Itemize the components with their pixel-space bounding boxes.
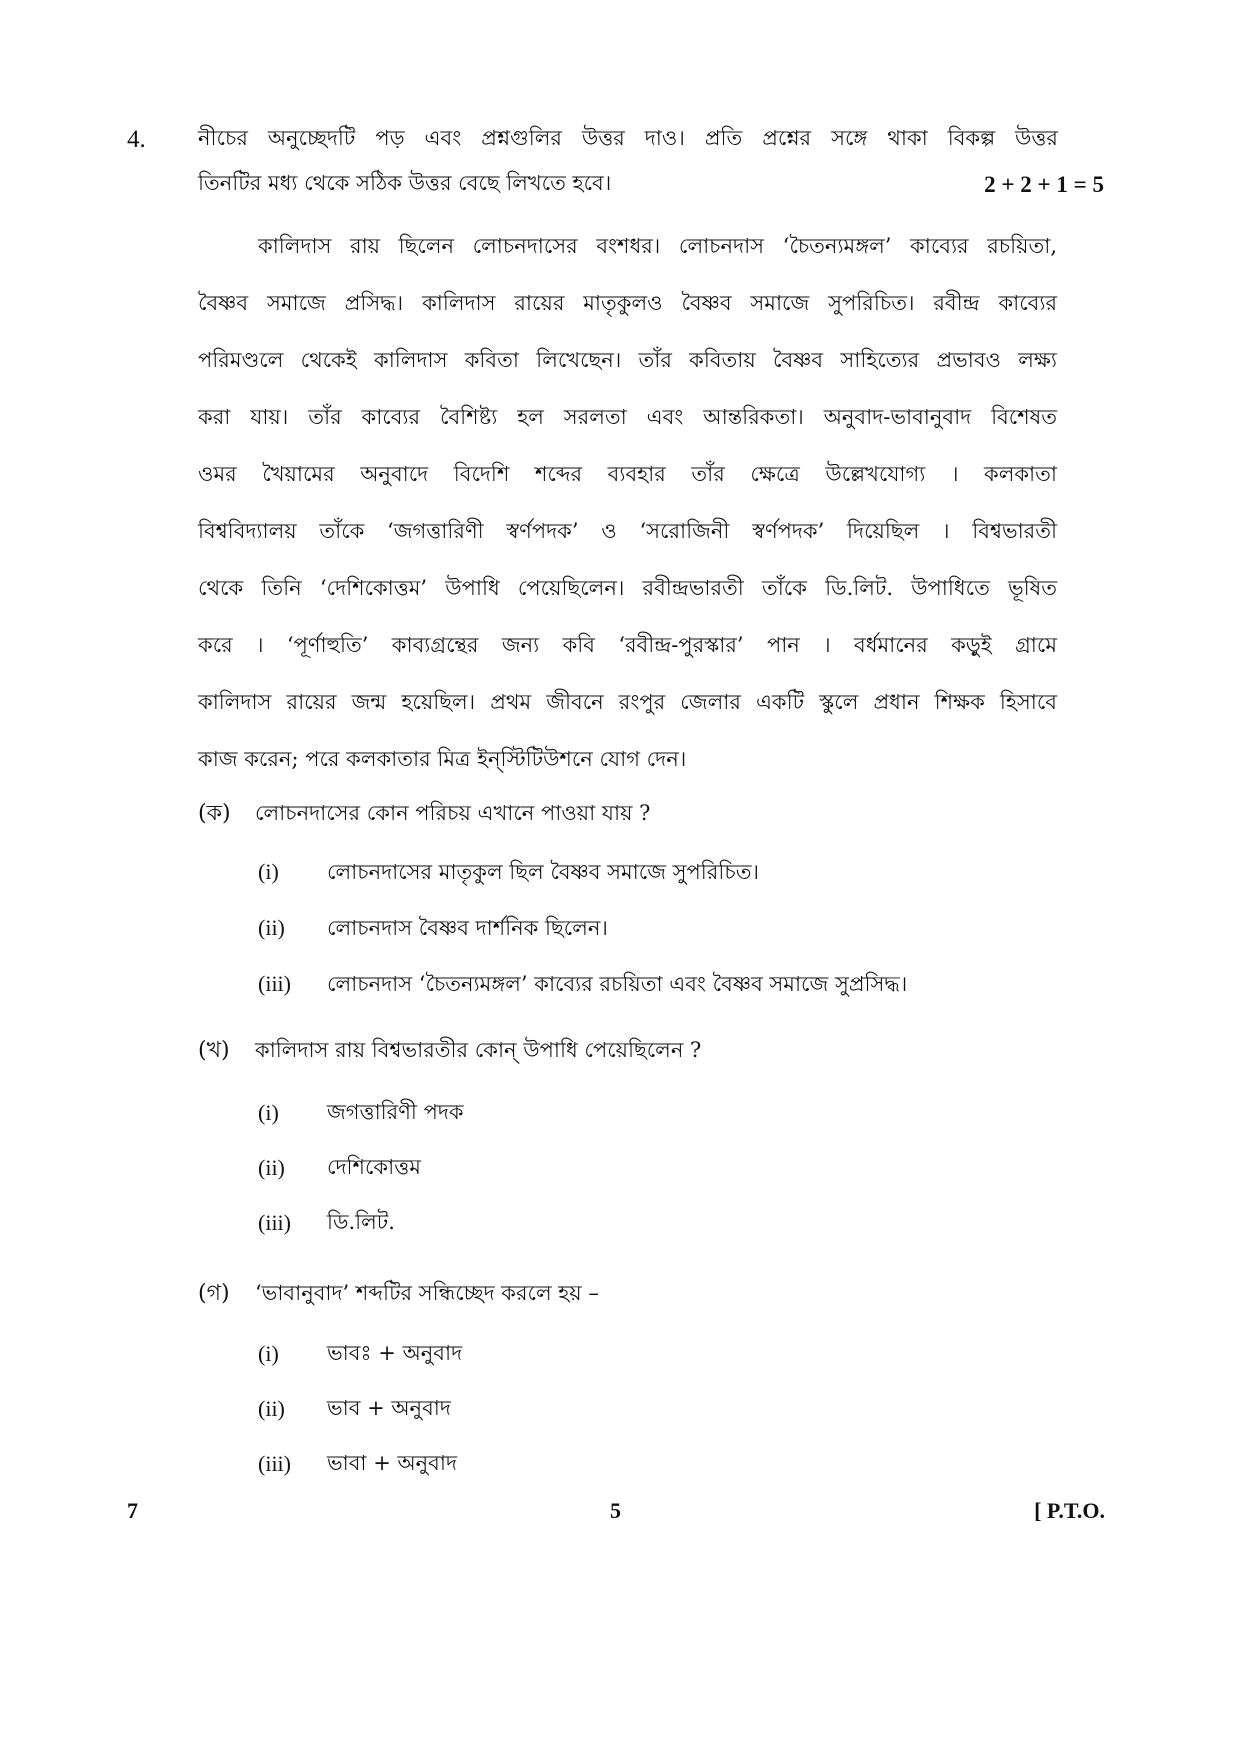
passage-line: কালিদাস রায় ছিলেন লোচনদাসের বংশধর। লোচনদাস ‘চৈতন্যমঙ্গল’ কাব্যের রচয়িতা, <box>258 234 1057 258</box>
option-text: ভাব + অনুবাদ <box>327 1396 451 1420</box>
option-number: (iii) <box>258 1210 291 1235</box>
marks-distribution: 2 + 2 + 1 = 5 <box>984 172 1104 197</box>
question-number: 4. <box>127 126 146 153</box>
question-intro-line-1: নীচের অনুচ্ছেদটি পড় এবং প্রশ্নগুলির উত্তর দাও। প্রতি প্রশ্নের সঙ্গে থাকা বিকল্প উত্তর <box>198 126 1058 150</box>
subquestion-kha-text: কালিদাস রায় বিশ্বভারতীর কোন্‌ উপাধি পেয়েছিলেন ? <box>255 1038 702 1062</box>
subquestion-ga-label: (গ) <box>198 1281 230 1306</box>
footer-code: 7 <box>127 1498 138 1523</box>
subquestion-ka-text: লোচনদাসের কোন পরিচয় এখানে পাওয়া যায় ? <box>255 801 651 825</box>
pto-label: [ P.T.O. <box>1034 1498 1105 1523</box>
subquestion-ga-text: ‘ভাবানুবাদ’ শব্দটির সন্ধিচ্ছেদ করলে হয় – <box>255 1281 599 1305</box>
passage-line: থেকে তিনি ‘দেশিকোত্তম’ উপাধি পেয়েছিলেন। রবীন্দ্রভারতী তাঁকে ডি.লিট. উপাধিতে ভূষিত <box>198 576 1057 600</box>
subquestion-kha-label: (খ) <box>198 1038 230 1063</box>
option-number: (ii) <box>258 1396 285 1421</box>
option-text: ভাবঃ + অনুবাদ <box>327 1341 463 1365</box>
option-number: (iii) <box>258 1451 291 1476</box>
passage <box>198 218 1057 788</box>
option-number: (i) <box>258 859 279 884</box>
passage-line: পরিমণ্ডলে থেকেই কালিদাস কবিতা লিখেছেন। তাঁর কবিতায় বৈষ্ণব সাহিত্যের প্রভাবও লক্ষ্য <box>198 348 1057 372</box>
option-number: (i) <box>258 1341 279 1366</box>
option-number: (ii) <box>258 1155 285 1180</box>
page-number: 5 <box>610 1498 621 1523</box>
option-number: (iii) <box>258 971 291 996</box>
passage-line: বৈষ্ণব সমাজে প্রসিদ্ধ। কালিদাস রায়ের মাতৃকুলও বৈষ্ণব সমাজে সুপরিচিত। রবীন্দ্র কাব্যের <box>198 291 1057 315</box>
subquestion-ka-label: (ক) <box>198 801 231 826</box>
option-text: লোচনদাসের মাতৃকুল ছিল বৈষ্ণব সমাজে সুপরিচিত। <box>327 860 759 884</box>
option-text: লোচনদাস ‘চৈতন্যমঙ্গল’ কাব্যের রচয়িতা এবং বৈষ্ণব সমাজে সুপ্রসিদ্ধ। <box>327 972 908 996</box>
question-intro-line-2: তিনটির মধ্য থেকে সঠিক উত্তর বেছে লিখতে হবে। <box>198 171 612 195</box>
option-text: দেশিকোত্তম <box>327 1155 421 1179</box>
passage-line: বিশ্ববিদ্যালয় তাঁকে ‘জগত্তারিণী স্বর্ণপদক’ ও ‘সরোজিনী স্বর্ণপদক’ দিয়েছিল । বিশ্বভারতী <box>198 519 1057 543</box>
passage-line: কালিদাস রায়ের জন্ম হয়েছিল। প্রথম জীবনে রংপুর জেলার একটি স্কুলে প্রধান শিক্ষক হিসাবে <box>198 690 1057 714</box>
option-text: জগত্তারিণী পদক <box>327 1100 464 1124</box>
option-text: লোচনদাস বৈষ্ণব দার্শনিক ছিলেন। <box>327 916 608 940</box>
passage-line: করা যায়। তাঁর কাব্যের বৈশিষ্ট্য হল সরলতা এবং আন্তরিকতা। অনুবাদ-ভাবানুবাদ বিশেষত <box>198 405 1057 429</box>
passage-line: করে । ‘পূর্ণাহুতি’ কাব্যগ্রন্থের জন্য কবি ‘রবীন্দ্র-পুরস্কার’ পান । বর্ধমানের কড়ুই গ্রামে <box>198 633 1057 657</box>
option-text: ডি.লিট. <box>327 1210 395 1234</box>
option-text: ভাবা + অনুবাদ <box>327 1451 457 1475</box>
passage-line: কাজ করেন; পরে কলকাতার মিত্র ইন্‌স্টিটিউশনে যোগ দেন। <box>198 747 687 771</box>
passage-line: ওমর খৈয়ামের অনুবাদে বিদেশি শব্দের ব্যবহার তাঁর ক্ষেত্রে উল্লেখযোগ্য । কলকাতা <box>198 462 1057 486</box>
option-number: (ii) <box>258 915 285 940</box>
option-number: (i) <box>258 1100 279 1125</box>
